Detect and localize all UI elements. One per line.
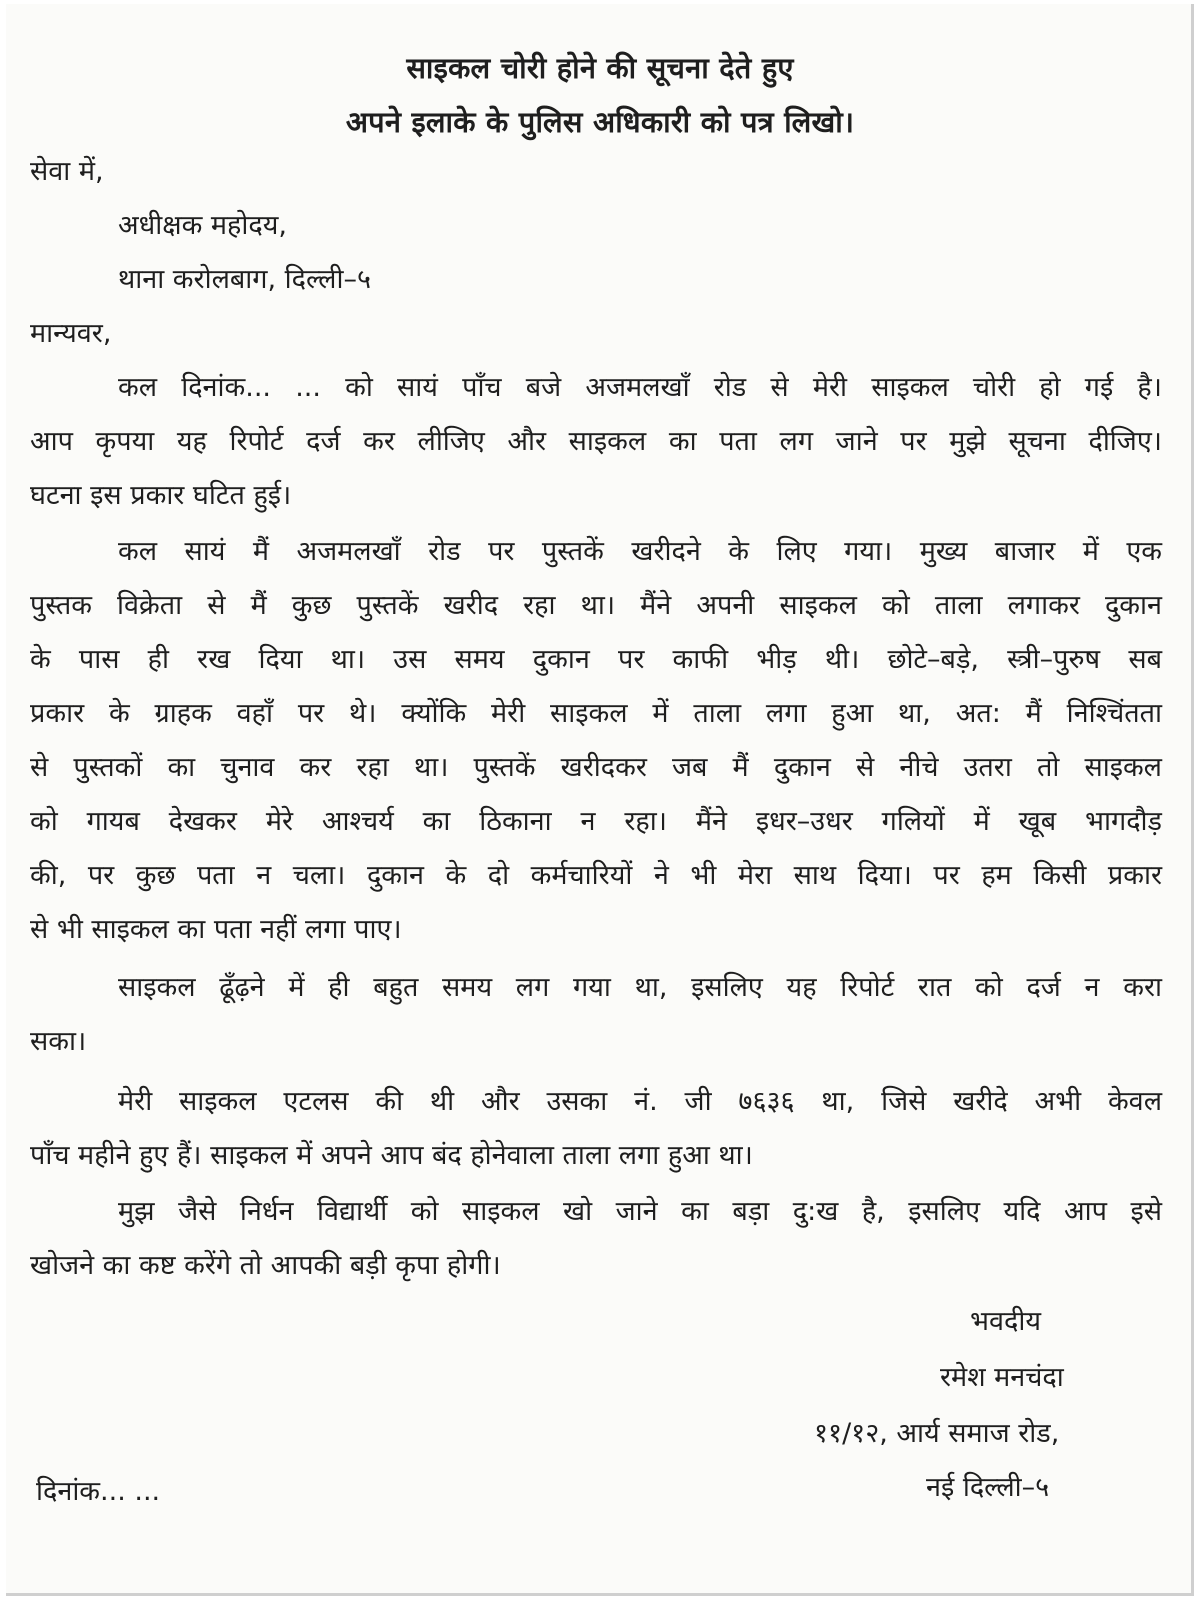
body-line: को गायब देखकर मेरे आश्चर्य का ठिकाना न रहा। मैंने इधर–उधर गलियों में खूब भागदौड़	[30, 806, 1162, 837]
body-line: से भी साइकल का पता नहीं लगा पाए।	[30, 914, 402, 945]
body-line: आप कृपया यह रिपोर्ट दर्ज कर लीजिए और साइकल का पता लग जाने पर मुझे सूचना दीजिए।	[30, 426, 1162, 457]
body-line: कल दिनांक... ... को सायं पाँच बजे अजमलखाँ रोड से मेरी साइकल चोरी हो गई है।	[118, 372, 1162, 403]
body-line: मेरी साइकल एटलस की थी और उसका नं. जी ७६३६ था, जिसे खरीदे अभी केवल	[118, 1086, 1162, 1117]
body-line: खोजने का कष्ट करेंगे तो आपकी बड़ी कृपा होगी।	[30, 1250, 501, 1281]
date-line: दिनांक... ...	[36, 1476, 161, 1507]
body-line: कल सायं मैं अजमलखाँ रोड पर पुस्तकें खरीदने के लिए गया। मुख्य बाजार में एक	[118, 536, 1162, 567]
sender-address-line-2: नई दिल्ली–५	[926, 1472, 1050, 1503]
body-line: की, पर कुछ पता न चला। दुकान के दो कर्मचारियों ने भी मेरा साथ दिया। पर हम किसी प्रकार	[30, 860, 1162, 891]
salutation-to: सेवा में,	[30, 156, 104, 187]
recipient-designation: अधीक्षक महोदय,	[118, 210, 287, 241]
closing-bhavdiya: भवदीय	[970, 1306, 1041, 1337]
title-line-1: साइकल चोरी होने की सूचना देते हुए	[406, 51, 794, 85]
body-line: प्रकार के ग्राहक वहाँ पर थे। क्योंकि मेरी साइकल में ताला लगा हुआ था, अत: मैं निश्चिंतता	[30, 698, 1162, 729]
sender-address-line-1: ११/१२, आर्य समाज रोड,	[814, 1418, 1060, 1449]
body-line: साइकल ढूँढ़ने में ही बहुत समय लग गया था, इसलिए यह रिपोर्ट रात को दर्ज न करा	[118, 972, 1162, 1003]
body-line: से पुस्तकों का चुनाव कर रहा था। पुस्तकें खरीदकर जब मैं दुकान से नीचे उतरा तो साइकल	[30, 752, 1162, 783]
greeting: मान्यवर,	[30, 318, 112, 349]
sender-name: रमेश मनचंदा	[940, 1362, 1064, 1393]
recipient-place: थाना करोलबाग, दिल्ली–५	[118, 264, 372, 295]
letter-page	[6, 4, 1194, 1596]
body-line: के पास ही रख दिया था। उस समय दुकान पर काफी भीड़ थी। छोटे–बड़े, स्त्री–पुरुष सब	[30, 644, 1162, 675]
title-line-2: अपने इलाके के पुलिस अधिकारी को पत्र लिखो।	[345, 105, 855, 139]
body-line: सका।	[30, 1026, 87, 1057]
body-line: पाँच महीने हुए हैं। साइकल में अपने आप बंद होनेवाला ताला लगा हुआ था।	[30, 1140, 753, 1171]
body-line: पुस्तक विक्रेता से मैं कुछ पुस्तकें खरीद रहा था। मैंने अपनी साइकल को ताला लगाकर दुकान	[30, 590, 1162, 621]
body-line: घटना इस प्रकार घटित हुई।	[30, 480, 292, 511]
body-line: मुझ जैसे निर्धन विद्यार्थी को साइकल खो जाने का बड़ा दु:ख है, इसलिए यदि आप इसे	[118, 1196, 1162, 1227]
